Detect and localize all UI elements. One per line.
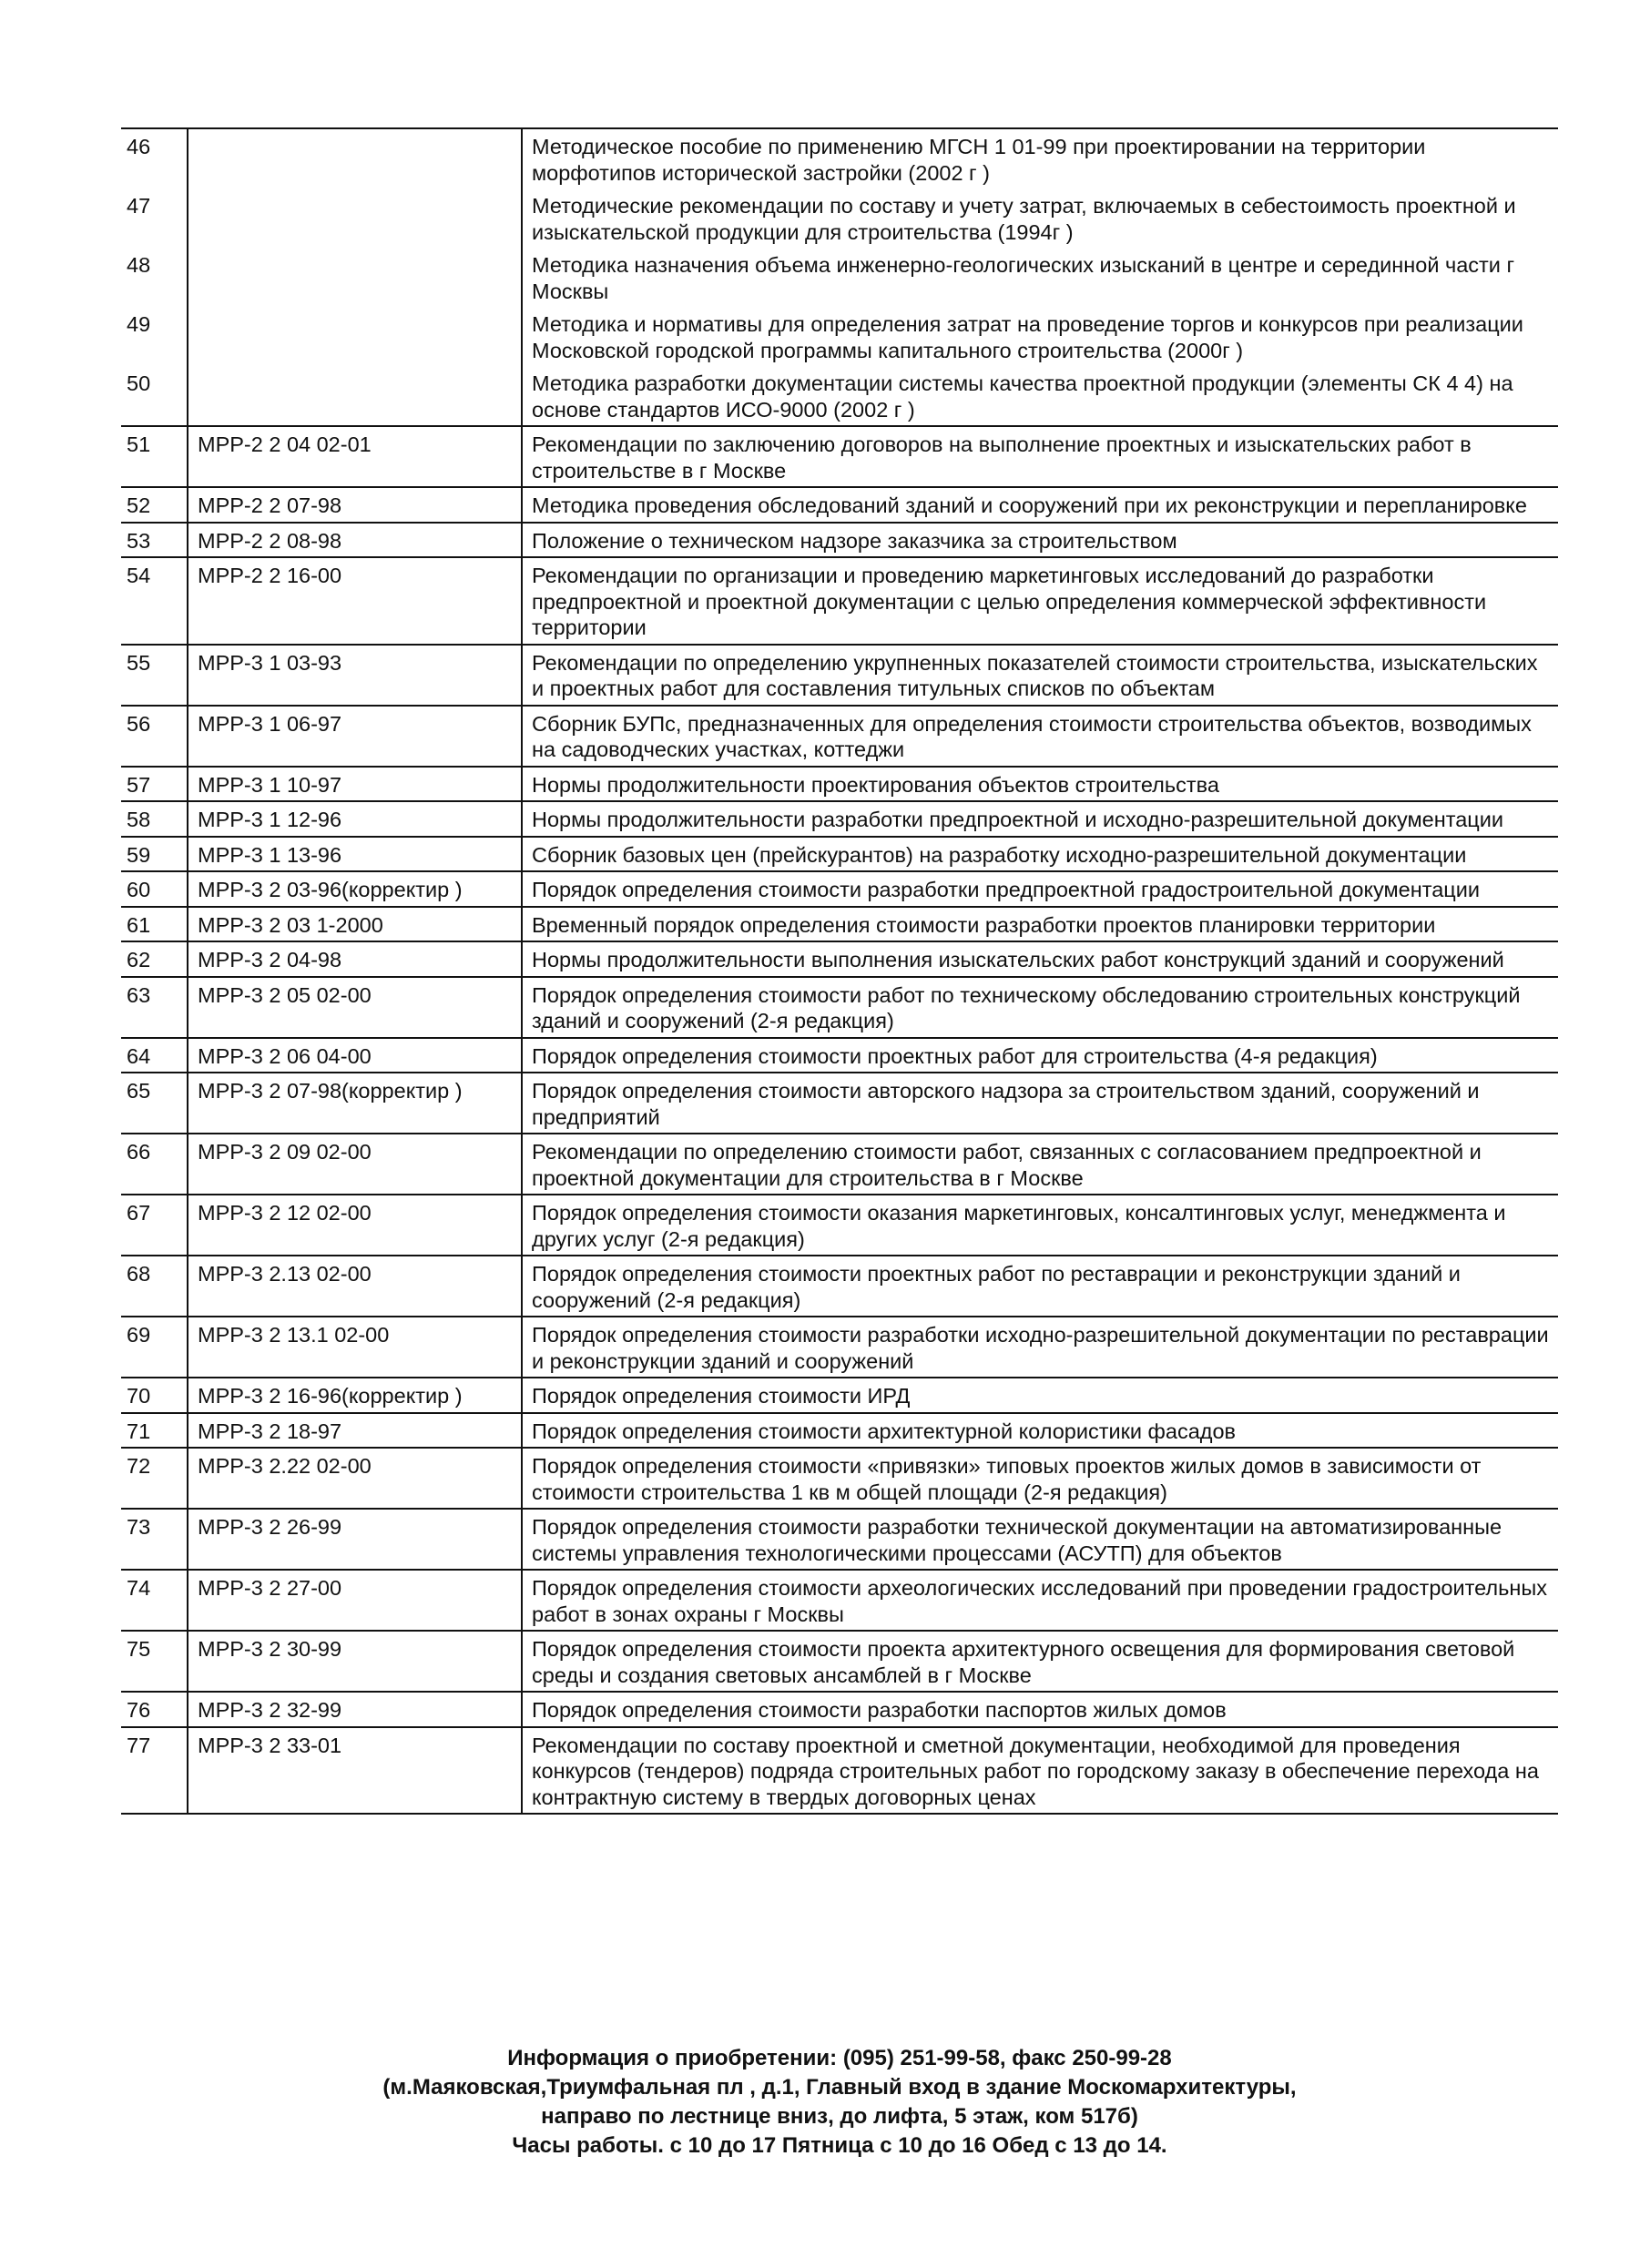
row-number: 68 — [121, 1256, 188, 1317]
table-row — [121, 307, 1558, 366]
table-row — [121, 1317, 1558, 1378]
document-code — [188, 188, 522, 248]
document-title: Сборник БУПс, предназначенных для определения стоимости строительства объектов, возводимых на садоводческих участках, коттеджи — [522, 706, 1558, 767]
table-row — [121, 523, 1558, 558]
purchase-directions: направо по лестнице вниз, до лифта, 5 этаж, ком 517б) — [541, 2104, 1138, 2129]
row-number: 53 — [121, 523, 188, 558]
table-row — [121, 1256, 1558, 1317]
document-code: МРР-3 2 18-97 — [188, 1413, 522, 1449]
table-row — [121, 1692, 1558, 1727]
purchase-phone: Информация о приобретении: (095) 251-99-58, факс 250-99-28 — [507, 2046, 1172, 2070]
table-row — [121, 977, 1558, 1038]
document-title: Порядок определения стоимости разработки технической документации на автоматизированные системы управления технологическими процессами (АСУТП) для объектов — [522, 1509, 1558, 1570]
table-row — [121, 1631, 1558, 1692]
document-code: МРР-3 2 03 1-2000 — [188, 907, 522, 942]
purchase-address: (м.Маяковская,Триумфальная пл , д.1, Главный вход в здание Москомархитектуры, — [382, 2075, 1297, 2100]
table-row — [121, 941, 1558, 977]
table-row — [121, 767, 1558, 802]
table-row — [121, 1570, 1558, 1631]
table-row — [121, 645, 1558, 706]
document-code: МРР-3 2 07-98(корректир ) — [188, 1073, 522, 1134]
row-number: 65 — [121, 1073, 188, 1134]
table-row — [121, 248, 1558, 307]
document-code — [188, 248, 522, 307]
document-title: Рекомендации по определению стоимости работ, связанных с согласованием предпроектной и проектной документации для строительства в г Москве — [522, 1134, 1558, 1195]
document-code: МРР-3 2 33-01 — [188, 1727, 522, 1815]
table-row — [121, 1134, 1558, 1195]
document-title: Порядок определения стоимости разработки исходно-разрешительной документации по реставрации и реконструкции зданий и сооружений — [522, 1317, 1558, 1378]
row-number: 62 — [121, 941, 188, 977]
document-title: Временный порядок определения стоимости разработки проектов планировки территории — [522, 907, 1558, 942]
purchase-info — [121, 2044, 1558, 2161]
document-title: Порядок определения стоимости архитектурной колористики фасадов — [522, 1413, 1558, 1449]
row-number: 70 — [121, 1378, 188, 1413]
row-number: 67 — [121, 1195, 188, 1256]
table-row — [121, 557, 1558, 645]
document-title: Нормы продолжительности проектирования объектов строительства — [522, 767, 1558, 802]
table-row — [121, 1413, 1558, 1449]
document-title: Порядок определения стоимости археологических исследований при проведении градостроительных работ в зонах охраны г Москвы — [522, 1570, 1558, 1631]
table-row — [121, 426, 1558, 487]
table-row — [121, 1448, 1558, 1509]
row-number: 63 — [121, 977, 188, 1038]
row-number: 51 — [121, 426, 188, 487]
table-row — [121, 1509, 1558, 1570]
document-code: МРР-3 2 26-99 — [188, 1509, 522, 1570]
working-hours: Часы работы. с 10 до 17 Пятница с 10 до 16 Обед с 13 до 14. — [512, 2133, 1167, 2158]
document-code: МРР-3 1 10-97 — [188, 767, 522, 802]
document-code: МРР-3 2 27-00 — [188, 1570, 522, 1631]
document-code: МРР-3 1 06-97 — [188, 706, 522, 767]
document-title: Порядок определения стоимости проектных работ для строительства (4-я редакция) — [522, 1038, 1558, 1073]
row-number: 61 — [121, 907, 188, 942]
table-row — [121, 1195, 1558, 1256]
document-code: МРР-3 1 03-93 — [188, 645, 522, 706]
document-title: Порядок определения стоимости проекта архитектурного освещения для формирования световой среды и создания световых ансамблей в г Москве — [522, 1631, 1558, 1692]
document-title: Методика и нормативы для определения затрат на проведение торгов и конкурсов при реализации Московской городской программы капитального строительства (2000г ) — [532, 312, 1523, 362]
table-row — [121, 128, 1558, 188]
document-title: Порядок определения стоимости «привязки» типовых проектов жилых домов в зависимости от стоимости строительства 1 кв м общей площади (2-я редакция) — [522, 1448, 1558, 1509]
document-code: МРР-2 2 08-98 — [188, 523, 522, 558]
row-number: 74 — [121, 1570, 188, 1631]
document-title: Порядок определения стоимости оказания маркетинговых, консалтинговых услуг, менеджмента и других услуг (2-я редакция) — [522, 1195, 1558, 1256]
table-row — [121, 1038, 1558, 1073]
row-number: 72 — [121, 1448, 188, 1509]
document-code: МРР-3 2.22 02-00 — [188, 1448, 522, 1509]
document-title: Сборник базовых цен (прейскурантов) на разработку исходно-разрешительной документации — [522, 837, 1558, 872]
document-code: МРР-3 1 13-96 — [188, 837, 522, 872]
document-table-body — [121, 128, 1558, 1814]
document-title: Нормы продолжительности разработки предпроектной и исходно-разрешительной документации — [522, 801, 1558, 837]
row-number: 59 — [121, 837, 188, 872]
document-title: Порядок определения стоимости проектных работ по реставрации и реконструкции зданий и сооружений (2-я редакция) — [522, 1256, 1558, 1317]
row-number: 76 — [121, 1692, 188, 1727]
document-code — [188, 366, 522, 426]
document-title: Порядок определения стоимости авторского надзора за строительством зданий, сооружений и предприятий — [522, 1073, 1558, 1134]
document-title: Положение о техническом надзоре заказчика за строительством — [522, 523, 1558, 558]
document-code: МРР-3 2 30-99 — [188, 1631, 522, 1692]
document-title: Рекомендации по организации и проведению маркетинговых исследований до разработки предпроектной и проектной документации с целью определения коммерческой эффективности территории — [522, 557, 1558, 645]
document-title: Порядок определения стоимости ИРД — [522, 1378, 1558, 1413]
document-title: Методика проведения обследований зданий и сооружений при их реконструкции и перепланировке — [522, 487, 1558, 523]
row-number: 52 — [121, 487, 188, 523]
document-code: МРР-2 2 04 02-01 — [188, 426, 522, 487]
document-code: МРР-3 2 12 02-00 — [188, 1195, 522, 1256]
document-code — [188, 128, 522, 188]
table-row — [121, 1727, 1558, 1815]
document-code: МРР-3 2 04-98 — [188, 941, 522, 977]
document-title: Методическое пособие по применению МГСН 1 01-99 при проектировании на территории морфотипов исторической застройки (2002 г ) — [522, 128, 1558, 188]
row-number: 57 — [121, 767, 188, 802]
document-code: МРР-3 2 03-96(корректир ) — [188, 871, 522, 907]
document-title: Порядок определения стоимости разработки паспортов жилых домов — [522, 1692, 1558, 1727]
table-row — [121, 1073, 1558, 1134]
document-title: Методические рекомендации по составу и учету затрат, включаемых в себестоимость проектной и изыскательской продукции для строительства (1994г ) — [532, 194, 1516, 244]
table-row — [121, 487, 1558, 523]
document-title: Порядок определения стоимости работ по техническому обследованию строительных конструкций зданий и сооружений (2-я редакция) — [522, 977, 1558, 1038]
row-number: 66 — [121, 1134, 188, 1195]
document-code: МРР-3 2 06 04-00 — [188, 1038, 522, 1073]
document-title: Нормы продолжительности выполнения изыскательских работ конструкций зданий и сооружений — [522, 941, 1558, 977]
row-number: 77 — [121, 1727, 188, 1815]
document-title: Методика назначения объема инженерно-геологических изысканий в центре и серединной части г Москвы — [532, 253, 1515, 303]
row-number: 69 — [121, 1317, 188, 1378]
table-row — [121, 188, 1558, 248]
table-row — [121, 706, 1558, 767]
document-code: МРР-3 2 09 02-00 — [188, 1134, 522, 1195]
document-table — [121, 127, 1558, 1815]
row-number: 50 — [121, 366, 188, 426]
document-title: Порядок определения стоимости разработки предпроектной градостроительной документации — [522, 871, 1558, 907]
table-row — [121, 1378, 1558, 1413]
table-row — [121, 907, 1558, 942]
table-row — [121, 366, 1558, 426]
document-title: Рекомендации по определению укрупненных показателей стоимости строительства, изыскательских и проектных работ для составления титульных списков по объектам — [522, 645, 1558, 706]
document-code: МРР-2 2 16-00 — [188, 557, 522, 645]
document-title: Рекомендации по заключению договоров на выполнение проектных и изыскательских работ в строительстве в г Москве — [522, 426, 1558, 487]
row-number: 49 — [121, 307, 188, 366]
row-number: 75 — [121, 1631, 188, 1692]
row-number: 71 — [121, 1413, 188, 1449]
row-number: 73 — [121, 1509, 188, 1570]
table-row — [121, 871, 1558, 907]
row-number: 64 — [121, 1038, 188, 1073]
row-number: 46 — [121, 128, 188, 188]
row-number: 54 — [121, 557, 188, 645]
document-title: Методика разработки документации системы качества проектной продукции (элементы СК 4 4) на основе стандартов ИСО-9000 (2002 г ) — [532, 371, 1513, 422]
row-number: 48 — [121, 248, 188, 307]
row-number: 47 — [121, 188, 188, 248]
document-code: МРР-3 1 12-96 — [188, 801, 522, 837]
document-title: Рекомендации по составу проектной и сметной документации, необходимой для проведения конкурсов (тендеров) подряда строительных работ по городскому заказу в обеспечение перехода на контрактную систему в твердых договорных ценах — [522, 1727, 1558, 1815]
table-row — [121, 837, 1558, 872]
row-number: 55 — [121, 645, 188, 706]
row-number: 60 — [121, 871, 188, 907]
table-row — [121, 801, 1558, 837]
document-code: МРР-3 2.13 02-00 — [188, 1256, 522, 1317]
document-code: МРР-3 2 13.1 02-00 — [188, 1317, 522, 1378]
document-code: МРР-3 2 05 02-00 — [188, 977, 522, 1038]
row-number: 58 — [121, 801, 188, 837]
document-code — [188, 307, 522, 366]
document-code: МРР-2 2 07-98 — [188, 487, 522, 523]
row-number: 56 — [121, 706, 188, 767]
document-code: МРР-3 2 32-99 — [188, 1692, 522, 1727]
document-code: МРР-3 2 16-96(корректир ) — [188, 1378, 522, 1413]
